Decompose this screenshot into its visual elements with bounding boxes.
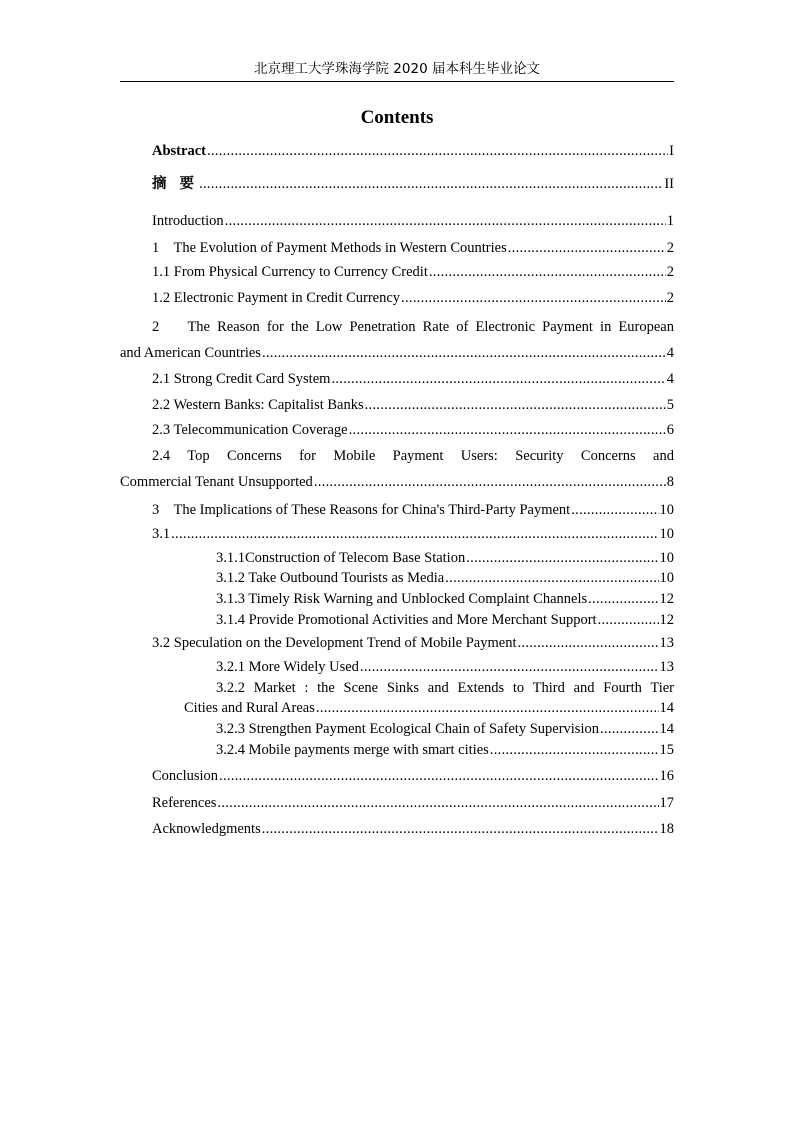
toc-label: 2.2 Western Banks: Capitalist Banks bbox=[152, 397, 364, 413]
toc-entry-2-4[interactable] bbox=[120, 473, 674, 491]
toc-page-number: 2 bbox=[666, 264, 674, 280]
toc-entry-abstract[interactable] bbox=[152, 142, 674, 160]
leader-dots bbox=[517, 634, 658, 652]
toc-label: 3.1.2 Take Outbound Tourists as Media bbox=[216, 570, 445, 586]
toc-label: 2.3 Telecommunication Coverage bbox=[152, 422, 348, 438]
toc-label: 1.1 From Physical Currency to Currency Credit bbox=[152, 264, 428, 280]
toc-page-number: 2 bbox=[666, 290, 674, 306]
toc-label: 1.2 Electronic Payment in Credit Currency bbox=[152, 290, 401, 306]
toc-page-number: 14 bbox=[659, 721, 674, 737]
toc-entry-3-2-4[interactable] bbox=[216, 741, 674, 759]
toc-page-number: 13 bbox=[659, 659, 674, 675]
toc-label: Acknowledgments bbox=[152, 821, 261, 837]
toc-label: 3 The Implications of These Reasons for China's Third-Party Payment bbox=[152, 502, 571, 518]
toc-page-number: 2 bbox=[666, 240, 674, 256]
toc-label: 3.1.1Construction of Telecom Base Station bbox=[216, 550, 466, 566]
toc-label: Abstract bbox=[152, 143, 206, 159]
leader-dots bbox=[219, 767, 658, 785]
toc-page-number: 6 bbox=[666, 422, 674, 438]
toc-page-number: 18 bbox=[659, 821, 674, 837]
leader-dots bbox=[466, 549, 658, 567]
toc-page-number: 4 bbox=[666, 345, 674, 361]
toc-label: 3.1.3 Timely Risk Warning and Unblocked Complaint Channels bbox=[216, 591, 588, 607]
toc-entry-3-1-1[interactable] bbox=[216, 549, 674, 567]
toc-page-number: 4 bbox=[666, 371, 674, 387]
leader-dots bbox=[207, 142, 668, 160]
leader-dots bbox=[401, 289, 666, 307]
leader-dots bbox=[365, 396, 666, 414]
toc-entry-3-2-1[interactable] bbox=[216, 658, 674, 676]
toc-page-number: 12 bbox=[659, 612, 674, 628]
toc-entry-conclusion[interactable] bbox=[152, 767, 674, 785]
toc-entry-references[interactable] bbox=[152, 794, 674, 812]
toc-label: and American Countries bbox=[120, 345, 261, 361]
toc-label: Conclusion bbox=[152, 768, 219, 784]
leader-dots bbox=[225, 212, 666, 230]
toc-entry-3-1[interactable] bbox=[152, 525, 674, 543]
toc-label: Cities and Rural Areas bbox=[184, 700, 315, 716]
toc-entry-acknowledgments[interactable] bbox=[152, 820, 674, 838]
toc-title: Contents bbox=[360, 107, 434, 128]
toc-entry-chapter-3[interactable] bbox=[152, 501, 674, 519]
toc-page-number: 12 bbox=[659, 591, 674, 607]
toc-entry-chapter-1[interactable] bbox=[152, 239, 674, 257]
toc-label: 3.2.4 Mobile payments merge with smart cities bbox=[216, 742, 489, 758]
toc-entry-2-2[interactable] bbox=[152, 396, 674, 414]
leader-dots bbox=[571, 501, 658, 519]
leader-dots bbox=[429, 263, 666, 281]
toc-page-number: 15 bbox=[659, 742, 674, 758]
toc-label: 3.2.1 More Widely Used bbox=[216, 659, 359, 675]
toc-entry-3-2[interactable] bbox=[152, 634, 674, 652]
leader-dots bbox=[217, 794, 658, 812]
toc-page-number: 17 bbox=[659, 795, 674, 811]
toc-label: 1 The Evolution of Payment Methods in Western Countries bbox=[152, 240, 507, 256]
toc-label: 3.2.3 Strengthen Payment Ecological Chain of Safety Supervision bbox=[216, 721, 599, 737]
toc-entry-chapter-2[interactable] bbox=[120, 344, 674, 362]
header-rule bbox=[120, 81, 674, 82]
toc-entry-3-2-2[interactable] bbox=[184, 699, 674, 717]
toc-page-number: 10 bbox=[659, 526, 674, 542]
toc-page-number: II bbox=[664, 176, 674, 192]
toc-label: 摘 要 bbox=[152, 176, 199, 192]
toc-entry-3-2-2-line1[interactable]: 3.2.2 Market : the Scene Sinks and Extends to Third and Fourth Tier bbox=[216, 680, 674, 696]
toc-label: Commercial Tenant Unsupported bbox=[120, 474, 313, 490]
toc-label: 2.1 Strong Credit Card System bbox=[152, 371, 331, 387]
toc-page-number: 13 bbox=[659, 635, 674, 651]
leader-dots bbox=[331, 370, 665, 388]
leader-dots bbox=[445, 569, 658, 587]
leader-dots bbox=[262, 820, 659, 838]
toc-page-number: 1 bbox=[666, 213, 674, 229]
toc-entry-3-2-3[interactable] bbox=[216, 720, 674, 738]
toc-entry-3-1-2[interactable] bbox=[216, 569, 674, 587]
toc-label: 3.1 bbox=[152, 526, 171, 542]
toc-page-number: 5 bbox=[666, 397, 674, 413]
leader-dots bbox=[349, 421, 666, 439]
leader-dots bbox=[314, 473, 666, 491]
toc-page-number: 16 bbox=[659, 768, 674, 784]
leader-dots bbox=[316, 699, 659, 717]
leader-dots bbox=[262, 344, 666, 362]
toc-entry-chapter-2-line1[interactable]: 2 The Reason for the Low Penetration Rate of Electronic Payment in European bbox=[152, 319, 674, 335]
leader-dots bbox=[600, 720, 659, 738]
toc-entry-2-1[interactable] bbox=[152, 370, 674, 388]
toc-page-number: 10 bbox=[659, 570, 674, 586]
toc-label: 3.2 Speculation on the Development Trend of Mobile Payment bbox=[152, 635, 517, 651]
toc-label: Introduction bbox=[152, 213, 224, 229]
toc-entry-3-1-3[interactable] bbox=[216, 590, 674, 608]
toc-page-number: 10 bbox=[659, 550, 674, 566]
toc-label: 3.1.4 Provide Promotional Activities and More Merchant Support bbox=[216, 612, 597, 628]
toc-entry-introduction[interactable] bbox=[152, 212, 674, 230]
running-header: 北京理工大学珠海学院 2020 届本科生毕业论文 bbox=[254, 61, 540, 77]
leader-dots bbox=[171, 525, 658, 543]
toc-page-number: 14 bbox=[659, 700, 674, 716]
toc-entry-1-1[interactable] bbox=[152, 263, 674, 281]
toc-entry-abstract-cn[interactable] bbox=[152, 175, 674, 193]
toc-label: References bbox=[152, 795, 217, 811]
leader-dots bbox=[360, 658, 659, 676]
leader-dots bbox=[598, 611, 659, 629]
leader-dots bbox=[508, 239, 666, 257]
toc-entry-1-2[interactable] bbox=[152, 289, 674, 307]
toc-page-number: 10 bbox=[659, 502, 674, 518]
leader-dots bbox=[588, 590, 658, 608]
toc-page-number: I bbox=[669, 143, 674, 159]
leader-dots bbox=[199, 175, 663, 193]
toc-page-number: 8 bbox=[666, 474, 674, 490]
toc-entry-2-4-line1[interactable]: 2.4 Top Concerns for Mobile Payment Users: Security Concerns and bbox=[152, 448, 674, 464]
toc-entry-3-1-4[interactable] bbox=[216, 611, 674, 629]
leader-dots bbox=[490, 741, 659, 759]
toc-entry-2-3[interactable] bbox=[152, 421, 674, 439]
